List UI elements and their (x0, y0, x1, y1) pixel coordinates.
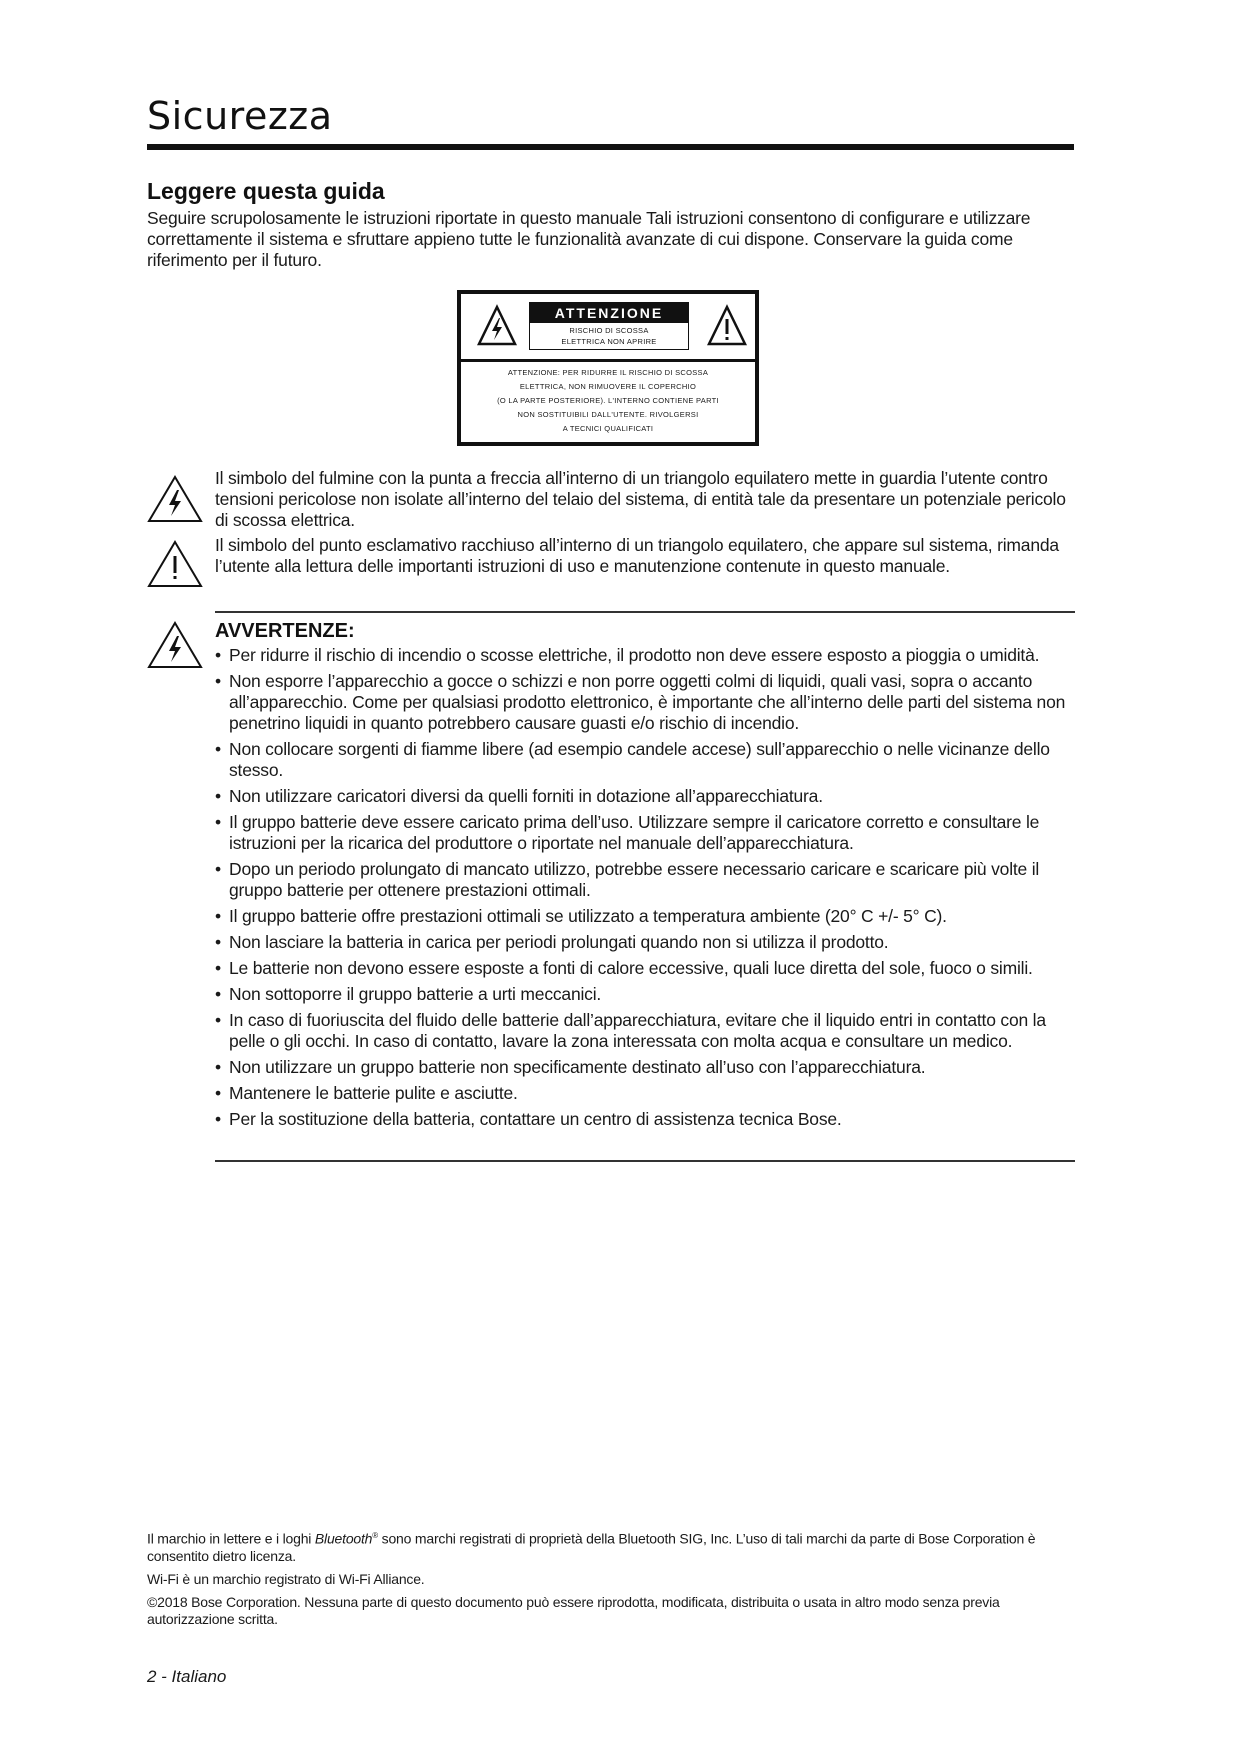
caution-body-line4: NON SOSTITUIBILI DALL'UTENTE. RIVOLGERSI (517, 410, 699, 419)
warning-item: • Per la sostituzione della batteria, contattare un centro di assistenza tecnica Bose. (215, 1109, 1077, 1130)
exclamation-symbol-text: Il simbolo del punto esclamativo racchiuso all’interno di un triangolo equilatero, che appare sul sistema, rimanda l’utente alla lettura delle importanti istruzioni di uso e manutenzione contenute in questo manuale. (215, 535, 1059, 576)
warning-item: • Il gruppo batterie deve essere caricato prima dell’uso. Utilizzare sempre il caricatore corretto e consultare le istruzioni per la ricarica del produttore o riportate nel manuale dell’apparecchiatura. (215, 812, 1077, 854)
bluetooth-notice (147, 1527, 1077, 1565)
warnings-list (215, 645, 1077, 1135)
warning-item: • In caso di fuoriuscita del fluido delle batterie dall’apparecchiatura, evitare che il liquido entri in contatto con la pelle o gli occhi. In caso di contatto, lavare la zona interessata con molta acqua e consultare un medico. (215, 1010, 1077, 1052)
lightning-triangle-icon (147, 474, 203, 524)
wifi-notice: Wi-Fi è un marchio registrato di Wi-Fi Alliance. (147, 1570, 425, 1587)
warnings-top-rule (215, 611, 1075, 613)
page-number: 2 - Italiano (147, 1667, 227, 1686)
warning-item: • Mantenere le batterie pulite e asciutte. (215, 1083, 1077, 1104)
caution-sub-line1: RISCHIO DI SCOSSA (569, 326, 649, 335)
lightning-triangle-icon (147, 620, 203, 670)
warning-item: • Non sottoporre il gruppo batterie a urti meccanici. (215, 984, 1077, 1005)
bluetooth-word: Bluetooth (314, 1530, 373, 1547)
lightning-symbol-text: Il simbolo del fulmine con la punta a freccia all’interno di un triangolo equilatero mette in guardia l’utente contro tensioni pericolose non isolate all’interno del telaio del sistema, di entità tale da presentare un potenziale pericolo di scossa elettrica. (215, 468, 1066, 530)
warning-item: • Dopo un periodo prolungato di mancato utilizzo, potrebbe essere necessario caricare e scaricare più volte il gruppo batterie per ottenere prestazioni ottimali. (215, 859, 1077, 901)
exclamation-triangle-icon (147, 539, 203, 589)
caution-label (457, 290, 759, 446)
caution-label-body (461, 366, 755, 436)
intro-paragraph: Seguire scrupolosamente le istruzioni riportate in questo manuale Tali istruzioni consentono di configurare e utilizzare correttamente il sistema e sfruttare appieno tutte le funzionalità avanzate di cui dispone. Conservare la guida come riferimento per il futuro. (147, 208, 1031, 270)
warning-item: • Non utilizzare caricatori diversi da quelli forniti in dotazione all’apparecchiatura. (215, 786, 1077, 807)
lightning-triangle-icon (477, 304, 517, 348)
caution-label-center (529, 302, 689, 350)
bluetooth-notice-post: sono marchi registrati di proprietà della Bluetooth SIG, Inc. L’uso di tali marchi da parte di Bose Corporation è consentito dietro licenza. (147, 1530, 1036, 1564)
warnings-title: AVVERTENZE: (215, 620, 355, 642)
warning-item: • Le batterie non devono essere esposte a fonti di calore eccessive, quali luce diretta del sole, fuoco o simili. (215, 958, 1077, 979)
exclamation-triangle-icon (707, 304, 747, 348)
warnings-bottom-rule (215, 1160, 1075, 1162)
copyright-notice: ©2018 Bose Corporation. Nessuna parte di questo documento può essere riprodotta, modificata, distribuita o usata in altro modo senza previa autorizzazione scritta. (147, 1593, 1000, 1627)
registered-mark: ® (372, 1531, 378, 1540)
caution-heading: ATTENZIONE (530, 303, 688, 323)
caution-sub-line2: ELETTRICA NON APRIRE (561, 337, 657, 346)
warning-item: • Non collocare sorgenti di fiamme libere (ad esempio candele accese) sull’apparecchio o nelle vicinanze dello stesso. (215, 739, 1077, 781)
warning-item: • Non utilizzare un gruppo batterie non specificamente destinato all’uso con l’apparecchiatura. (215, 1057, 1077, 1078)
caution-body-line3: (O LA PARTE POSTERIORE). L'INTERNO CONTIENE PARTI (497, 396, 719, 405)
legal-footer (147, 1527, 1077, 1634)
caution-body-line1: ATTENZIONE: PER RIDURRE IL RISCHIO DI SCOSSA (507, 368, 709, 377)
warning-item: • Non esporre l’apparecchio a gocce o schizzi e non porre oggetti colmi di liquidi, quali vasi, sopra o accanto all’apparecchio. Come per qualsiasi prodotto elettronico, è importante che all’interno delle parti del sistema non penetrino liquidi in quanto potrebbero causare guasti e/o rischio di incendio. (215, 671, 1077, 734)
page-title: Sicurezza (147, 94, 333, 138)
warning-item: • Per ridurre il rischio di incendio o scosse elettriche, il prodotto non deve essere esposto a pioggia o umidità. (215, 645, 1077, 666)
caution-body-line2: ELETTRICA, NON RIMUOVERE IL COPERCHIO (519, 382, 697, 391)
caution-body-line5: A TECNICI QUALIFICATI (562, 424, 654, 433)
section-title: Leggere questa guida (147, 178, 385, 204)
bluetooth-notice-pre: Il marchio in lettere e i loghi (147, 1530, 315, 1547)
caution-label-top (461, 294, 755, 362)
warning-item: • Non lasciare la batteria in carica per periodi prolungati quando non si utilizza il prodotto. (215, 932, 1077, 953)
warning-item: • Il gruppo batterie offre prestazioni ottimali se utilizzato a temperatura ambiente (20° C +/- 5° C). (215, 906, 1077, 927)
title-rule (147, 144, 1074, 150)
